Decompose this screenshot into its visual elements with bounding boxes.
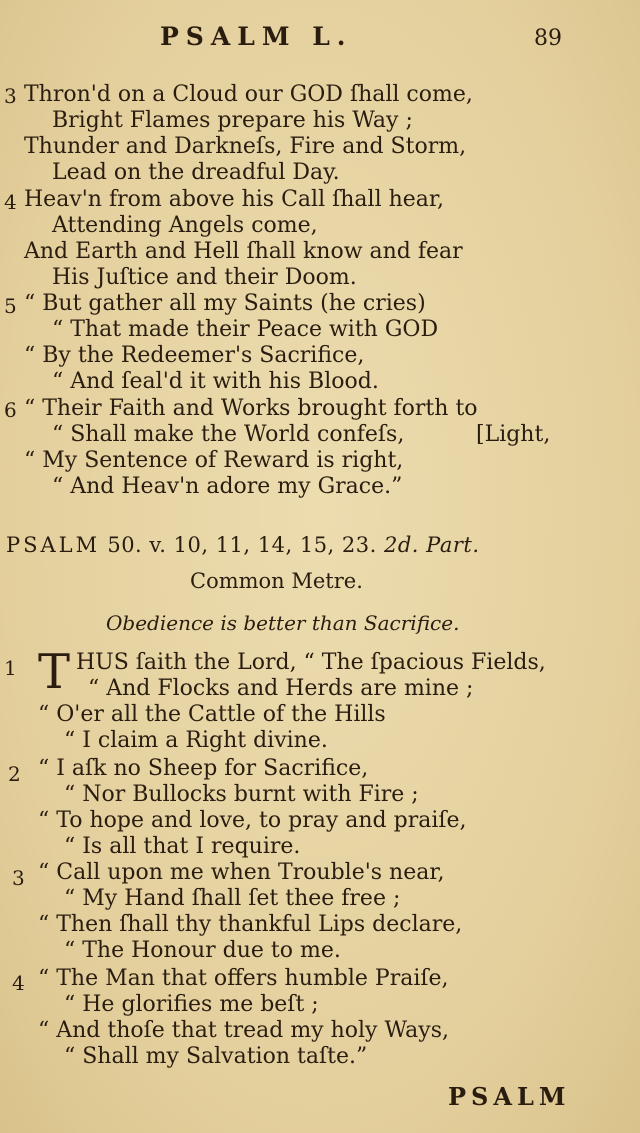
verse-number: 4 <box>4 190 17 214</box>
psalm-heading-part: 2d. Part. <box>384 533 480 557</box>
verse-number: 3 <box>4 84 17 108</box>
verse-number: 1 <box>4 656 17 680</box>
verse-line: “ Shall make the World confeſs, <box>52 422 405 447</box>
verse-line: “ By the Redeemer's Sacrifice, <box>24 343 365 368</box>
verse-number: 6 <box>4 398 17 422</box>
verse-line: “ Is all that I require. <box>64 834 301 859</box>
verse-line: “ The Honour due to me. <box>64 938 341 963</box>
verse-line: HUS ſaith the Lord, “ The ſpacious Fields, <box>76 650 546 675</box>
verse-line: “ That made their Peace with GOD <box>52 317 439 342</box>
page-header <box>0 22 640 56</box>
verse-line: “ Nor Bullocks burnt with Fire ; <box>64 782 419 807</box>
verse-line: “ My Sentence of Reward is right, <box>24 448 404 473</box>
metre-label: Common Metre. <box>190 569 363 593</box>
verse-line: “ O'er all the Cattle of the Hills <box>38 702 386 727</box>
verse-line: Attending Angels come, <box>52 213 318 238</box>
verse-number: 3 <box>12 866 25 890</box>
verse-line: His Juſtice and their Doom. <box>52 265 357 290</box>
verse-line: “ I claim a Right divine. <box>64 728 328 753</box>
page-number: 89 <box>534 26 562 51</box>
psalm-subtitle: Obedience is better than Sacrifice. <box>106 611 460 635</box>
verse-line: “ The Man that offers humble Praiſe, <box>38 966 449 991</box>
verse-number: 5 <box>4 294 17 318</box>
verse-line: “ Then ſhall thy thankful Lips declare, <box>38 912 463 937</box>
verse-number: 2 <box>8 762 21 786</box>
psalm-heading-verses: 50. v. 10, 11, 14, 15, 23. <box>107 533 377 557</box>
verse-line: “ To hope and love, to pray and praiſe, <box>38 808 467 833</box>
verse-line: “ And ſeal'd it with his Blood. <box>52 369 379 394</box>
verse-line: “ Their Faith and Works brought forth to <box>24 396 478 421</box>
verse-line: “ Call upon me when Trouble's near, <box>38 860 445 885</box>
running-title: PSALM L. <box>160 22 353 51</box>
psalm-heading <box>6 533 480 557</box>
verse-line: “ I aſk no Sheep for Sacrifice, <box>38 756 369 781</box>
drop-cap: T <box>38 644 71 700</box>
verse-line: “ And Heav'n adore my Grace.” <box>52 474 403 499</box>
verse-line: “ He glorifies me beſt ; <box>64 992 319 1017</box>
verse-line: “ But gather all my Saints (he cries) <box>24 291 426 316</box>
verse-line: Heav'n from above his Call ſhall hear, <box>24 187 444 212</box>
verse-line: “ And thoſe that tread my holy Ways, <box>38 1018 449 1043</box>
verse-line: And Earth and Hell ſhall know and fear <box>24 239 463 264</box>
verse-line: “ And Flocks and Herds are mine ; <box>88 676 474 701</box>
verse-line: Lead on the dreadful Day. <box>52 160 340 185</box>
psalm-heading-word: PSALM <box>6 533 101 557</box>
verse-line: “ Shall my Salvation taſte.” <box>64 1044 368 1069</box>
turnover-word: [Light, <box>476 422 551 447</box>
verse-line: Thron'd on a Cloud our GOD ſhall come, <box>24 82 473 107</box>
verse-number: 4 <box>12 971 25 995</box>
catchword: PSALM <box>448 1082 571 1111</box>
verse-line: Thunder and Darkneſs, Fire and Storm, <box>24 134 467 159</box>
verse-line: “ My Hand ſhall ſet thee free ; <box>64 886 401 911</box>
verse-line: Bright Flames prepare his Way ; <box>52 108 413 133</box>
